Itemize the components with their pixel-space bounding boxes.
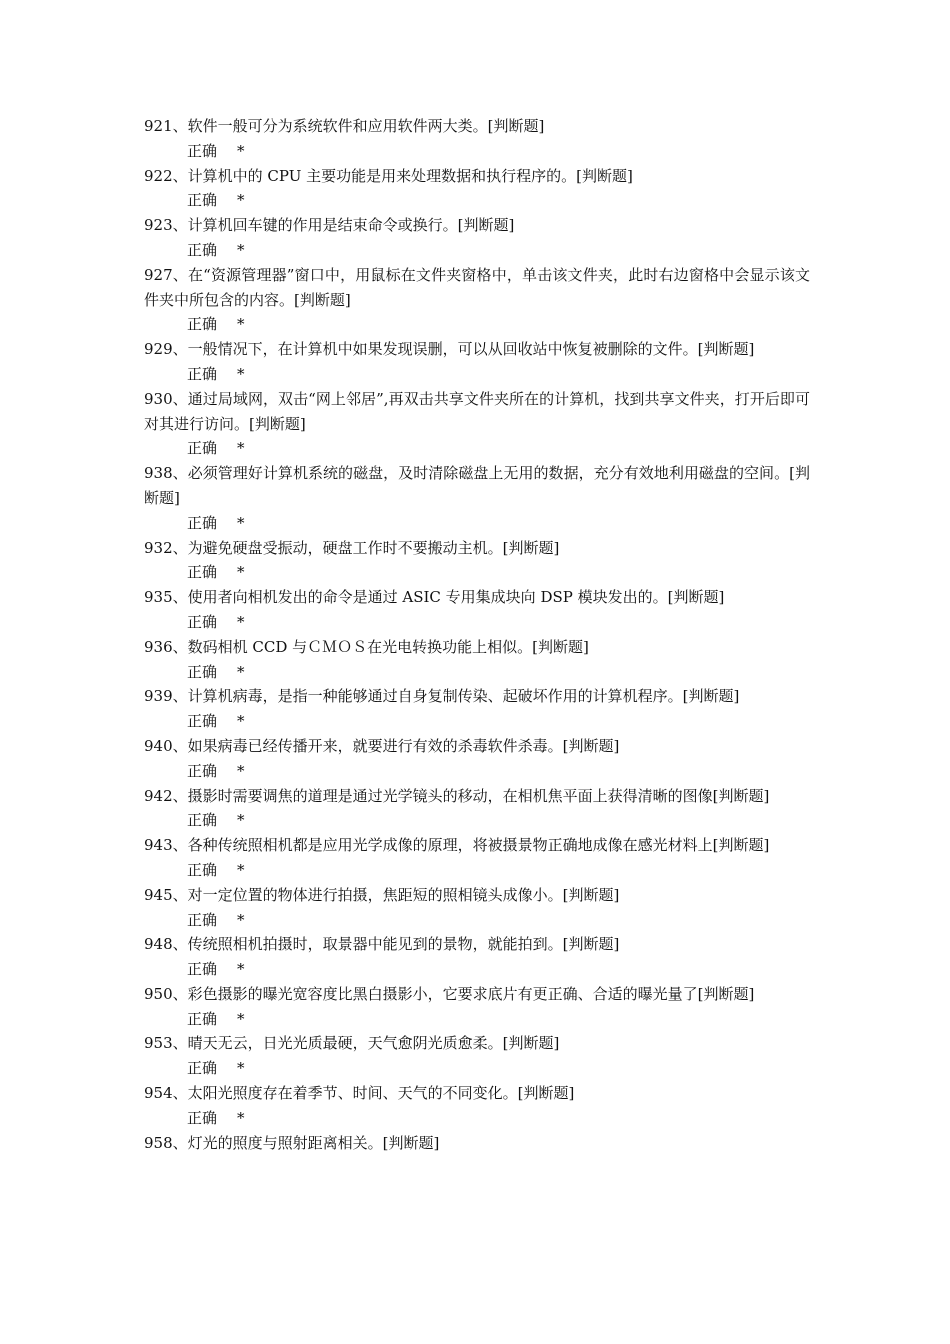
question-text: 921、软件一般可分为系统软件和应用软件两大类。[判断题] bbox=[144, 117, 545, 135]
answer-line bbox=[144, 808, 810, 833]
answer-text: 正确 bbox=[187, 761, 218, 780]
answer-text: 正确 bbox=[187, 315, 218, 334]
answer-text: 正确 bbox=[187, 513, 218, 532]
answer-text: 正确 bbox=[187, 662, 218, 681]
answer-line bbox=[144, 709, 810, 734]
answer-mark: * bbox=[237, 1009, 245, 1028]
question-text: 935、使用者向相机发出的命令是通过 ASIC 专用集成块向 DSP 模块发出的。[判断题] bbox=[144, 588, 725, 607]
answer-mark: * bbox=[237, 612, 245, 631]
answer-line bbox=[144, 1056, 810, 1081]
answer-mark: * bbox=[237, 860, 245, 879]
answer-mark: * bbox=[237, 191, 245, 210]
question-text: 927、在“资源管理器”窗口中，用鼠标在文件夹窗格中，单击该文件夹，此时右边窗格中会显示该文件夹中所包含的内容。[判断题] bbox=[144, 265, 810, 309]
answer-mark: * bbox=[237, 364, 245, 383]
answer-text: 正确 bbox=[187, 364, 218, 383]
answer-line bbox=[144, 908, 810, 933]
question-text: 953、晴天无云，日光光质最硬，天气愈阴光质愈柔。[判断题] bbox=[144, 1034, 560, 1053]
answer-mark: * bbox=[237, 712, 245, 731]
question-text: 939、计算机病毒，是指一种能够通过自身复制传染、起破坏作用的计算机程序。[判断题] bbox=[144, 687, 740, 706]
answer-mark: * bbox=[237, 439, 245, 458]
answer-line bbox=[144, 188, 810, 213]
answer-text: 正确 bbox=[187, 712, 218, 731]
question-text: 932、为避免硬盘受振动，硬盘工作时不要搬动主机。[判断题] bbox=[144, 538, 560, 557]
answer-text: 正确 bbox=[187, 1009, 218, 1028]
answer-text: 正确 bbox=[187, 811, 218, 830]
answer-line bbox=[144, 610, 810, 635]
answer-line bbox=[144, 858, 810, 883]
answer-text: 正确 bbox=[187, 960, 218, 979]
question-text: 950、彩色摄影的曝光宽容度比黑白摄影小，它要求底片有更正确、合适的曝光量了[判断题] bbox=[144, 984, 755, 1003]
answer-line bbox=[144, 436, 810, 461]
answer-text: 正确 bbox=[187, 563, 218, 582]
answer-mark: * bbox=[237, 910, 245, 929]
answer-mark: * bbox=[237, 1059, 245, 1078]
answer-line bbox=[144, 139, 810, 164]
question-text: 942、摄影时需要调焦的道理是通过光学镜头的移动，在相机焦平面上获得清晰的图像[判断题] bbox=[144, 786, 770, 805]
answer-line bbox=[144, 1106, 810, 1131]
answer-text: 正确 bbox=[187, 141, 218, 160]
answer-text: 正确 bbox=[187, 1108, 218, 1127]
question-text: 922、计算机中的 CPU 主要功能是用来处理数据和执行程序的。[判断题] bbox=[144, 166, 633, 185]
question-list bbox=[144, 114, 810, 1155]
question-text: 923、计算机回车键的作用是结束命令或换行。[判断题] bbox=[144, 216, 515, 235]
answer-mark: * bbox=[237, 811, 245, 830]
answer-mark: * bbox=[237, 662, 245, 681]
question-text: 954、太阳光照度存在着季节、时间、天气的不同变化。[判断题] bbox=[144, 1084, 575, 1103]
answer-line bbox=[144, 560, 810, 585]
answer-mark: * bbox=[237, 563, 245, 582]
answer-text: 正确 bbox=[187, 439, 218, 458]
answer-mark: * bbox=[237, 513, 245, 532]
answer-mark: * bbox=[237, 761, 245, 780]
answer-text: 正确 bbox=[187, 1059, 218, 1078]
answer-mark: * bbox=[237, 315, 245, 334]
answer-line bbox=[144, 238, 810, 263]
answer-text: 正确 bbox=[187, 910, 218, 929]
answer-line bbox=[144, 759, 810, 784]
answer-line bbox=[144, 362, 810, 387]
question-text: 943、各种传统照相机都是应用光学成像的原理，将被摄景物正确地成像在感光材料上[判断题] bbox=[144, 836, 770, 855]
question-text: 938、必须管理好计算机系统的磁盘，及时清除磁盘上无用的数据，充分有效地利用磁盘的空间。[判断题] bbox=[144, 464, 810, 507]
answer-text: 正确 bbox=[187, 240, 218, 259]
answer-line bbox=[144, 511, 810, 536]
answer-line bbox=[144, 660, 810, 685]
answer-mark: * bbox=[237, 141, 245, 160]
question-text: 948、传统照相机拍摄时，取景器中能见到的景物，就能拍到。[判断题] bbox=[144, 935, 620, 954]
answer-mark: * bbox=[237, 1108, 245, 1127]
answer-line bbox=[144, 1007, 810, 1032]
answer-text: 正确 bbox=[187, 191, 218, 210]
answer-mark: * bbox=[237, 960, 245, 979]
question-text: 945、对一定位置的物体进行拍摄，焦距短的照相镜头成像小。[判断题] bbox=[144, 885, 620, 904]
answer-text: 正确 bbox=[187, 860, 218, 879]
question-text: 929、一般情况下，在计算机中如果发现误删，可以从回收站中恢复被删除的文件。[判断题] bbox=[144, 340, 755, 359]
answer-text: 正确 bbox=[187, 612, 218, 631]
question-text: 936、数码相机 CCD 与ＣＭＯＳ在光电转换功能上相似。[判断题] bbox=[144, 637, 589, 656]
answer-mark: * bbox=[237, 240, 245, 259]
question-text: 940、如果病毒已经传播开来，就要进行有效的杀毒软件杀毒。[判断题] bbox=[144, 736, 620, 755]
question-text: 930、通过局域网，双击“网上邻居”,再双击共享文件夹所在的计算机，找到共享文件夹，打开后即可对其进行访问。[判断题] bbox=[144, 389, 810, 433]
answer-line bbox=[144, 957, 810, 982]
answer-line bbox=[144, 312, 810, 337]
question-text: 958、灯光的照度与照射距离相关。[判断题] bbox=[144, 1133, 440, 1152]
